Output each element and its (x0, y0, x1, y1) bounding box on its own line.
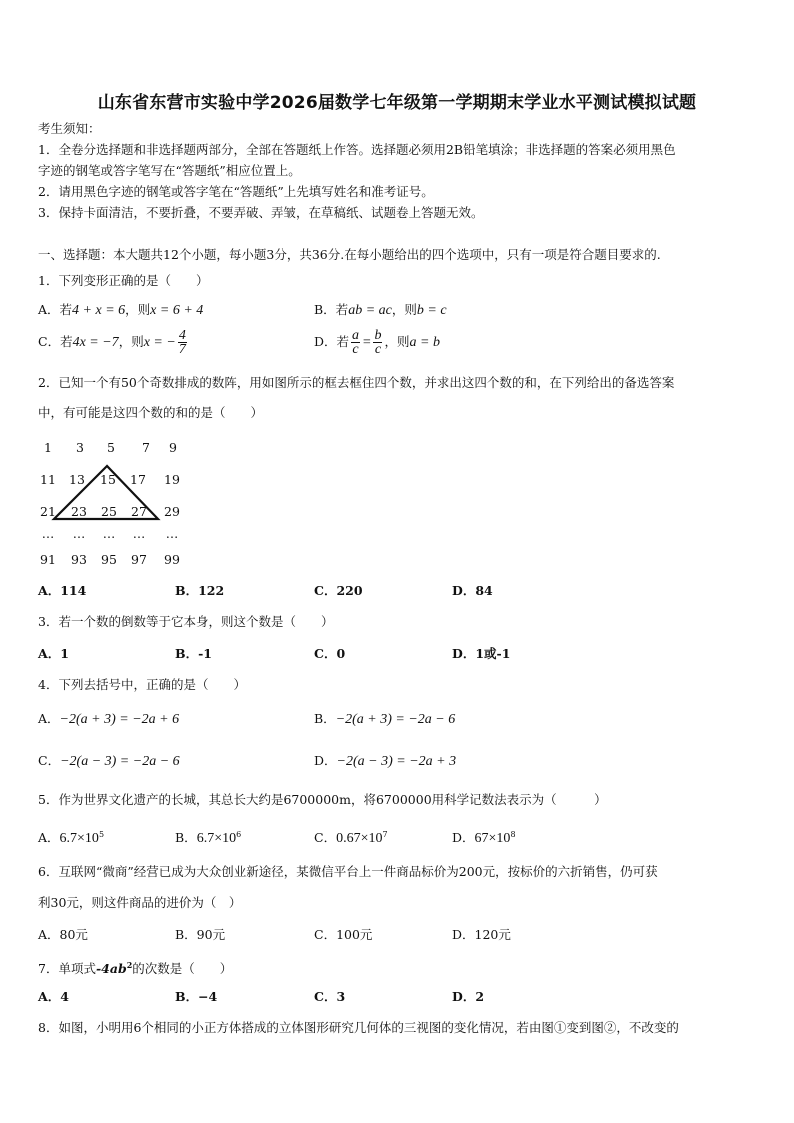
grid-cell: 17 (130, 472, 146, 487)
q7-stem: 7．单项式$-4ab^2$的次数是（ ） (38, 960, 233, 977)
grid-cell: 9 (169, 440, 177, 455)
q1-option-a: A．若4 + x = 6，则x = 6 + 4 (38, 302, 204, 318)
grid-cell: … (165, 526, 179, 541)
grid-cell: 23 (71, 504, 87, 519)
grid-cell: 13 (69, 472, 85, 487)
q7-option-d: D．2 (452, 989, 485, 1004)
grid-cell: 19 (164, 472, 180, 487)
grid-cell: 1 (44, 440, 52, 455)
q1-stem: 1．下列变形正确的是（ ） (38, 273, 209, 288)
grid-cell: 99 (164, 552, 180, 567)
q6-option-d: D．120元 (452, 927, 511, 942)
q3-stem: 3．若一个数的倒数等于它本身，则这个数是（ ） (38, 614, 334, 629)
grid-cell: 21 (40, 504, 56, 519)
q5-option-b: B．$6.7\times 10^6$ (175, 830, 242, 847)
grid-cell: 93 (71, 552, 87, 567)
q1-option-c: C．若4x = −7，则x = − $\frac{4}{7}$ (38, 328, 186, 357)
q2-option-a: A．114 (38, 583, 87, 598)
note-3: 3．保持卡面清洁，不要折叠，不要弄破、弄皱，在草稿纸、试题卷上答题无效。 (38, 205, 484, 220)
grid-cell: … (132, 526, 146, 541)
section-heading: 一、选择题：本大题共12个小题，每小题3分，共36分.在每小题给出的四个选项中，只有一项是符合题目要求的. (38, 247, 661, 262)
q4-option-c: C．−2(a − 3) = −2a − 6 (38, 753, 180, 769)
q3-option-c: C．0 (314, 646, 346, 661)
q5-option-d: D．$67\times 10^8$ (452, 830, 516, 847)
grid-cell: 25 (101, 504, 117, 519)
q4-option-a: A．−2(a + 3) = −2a + 6 (38, 711, 180, 727)
q2-option-b: B．122 (175, 583, 225, 598)
q1-option-b: B．若ab = ac，则b = c (314, 302, 447, 318)
q6-option-a: A．80元 (38, 927, 88, 942)
grid-cell: 7 (142, 440, 150, 455)
grid-cell: … (72, 526, 86, 541)
notes-heading: 考生须知： (38, 121, 101, 136)
grid-cell: 11 (40, 472, 56, 487)
grid-cell: … (102, 526, 116, 541)
q2-option-c: C．220 (314, 583, 363, 598)
q1-option-d: D．若 $\frac{a}{c}$ = $\frac{b}{c}$ ，则a = b (314, 328, 440, 357)
q4-option-b: B．−2(a + 3) = −2a − 6 (314, 711, 456, 727)
q6-option-c: C．100元 (314, 927, 373, 942)
grid-cell: 95 (101, 552, 117, 567)
note-1b: 字迹的钢笔或答字笔写在“答题纸”相应位置上。 (38, 163, 301, 178)
q3-option-d: D．1或-1 (452, 646, 511, 661)
q3-option-b: B．-1 (175, 646, 212, 661)
q5-option-a: A．$6.7\times 10^5$ (38, 830, 105, 847)
q6-stem-line2: 利30元，则这件商品的进价为（ ） (38, 895, 242, 910)
q7-option-b: B．−4 (175, 989, 218, 1004)
grid-cell: 27 (131, 504, 147, 519)
q2-option-d: D．84 (452, 583, 493, 598)
q8-stem: 8．如图，小明用6个相同的小正方体搭成的立体图形研究几何体的三视图的变化情况，若由图①变到图②，不改变的 (38, 1020, 679, 1035)
note-1a: 1．全卷分选择题和非选择题两部分，全部在答题纸上作答。选择题必须用2B铅笔填涂；非选择题的答案必须用黑色 (38, 142, 676, 157)
grid-cell: 15 (100, 472, 116, 487)
page-title: 山东省东营市实验中学2026届数学七年级第一学期期末学业水平测试模拟试题 (97, 93, 697, 113)
grid-cell: … (41, 526, 55, 541)
q2-stem-line2: 中，有可能是这四个数的和的是（ ） (38, 405, 264, 420)
q6-stem-line1: 6．互联网“微商”经营已成为大众创业新途径，某微信平台上一件商品标价为200元，按标价的六折销售，仍可获 (38, 864, 658, 879)
q4-stem: 4．下列去括号中，正确的是（ ） (38, 677, 246, 692)
grid-cell: 5 (107, 440, 115, 455)
grid-cell: 91 (40, 552, 56, 567)
grid-cell: 3 (76, 440, 84, 455)
q6-option-b: B．90元 (175, 927, 226, 942)
q7-option-a: A．4 (38, 989, 69, 1004)
q3-option-a: A．1 (38, 646, 69, 661)
note-2: 2．请用黑色字迹的钢笔或答字笔在“答题纸”上先填写姓名和准考证号。 (38, 184, 434, 199)
grid-cell: 97 (131, 552, 147, 567)
grid-cell: 29 (164, 504, 180, 519)
q5-stem: 5．作为世界文化遗产的长城，其总长大约是6700000m，将6700000用科学记数法表示为（ ） (38, 792, 607, 807)
q7-option-c: C．3 (314, 989, 346, 1004)
q2-stem-line1: 2．已知一个有50个奇数排成的数阵，用如图所示的框去框住四个数，并求出这四个数的和，在下列给出的备选答案 (38, 375, 675, 390)
q5-option-c: C．$0.67\times 10^7$ (314, 830, 388, 847)
q4-option-d: D．−2(a − 3) = −2a + 3 (314, 753, 457, 769)
